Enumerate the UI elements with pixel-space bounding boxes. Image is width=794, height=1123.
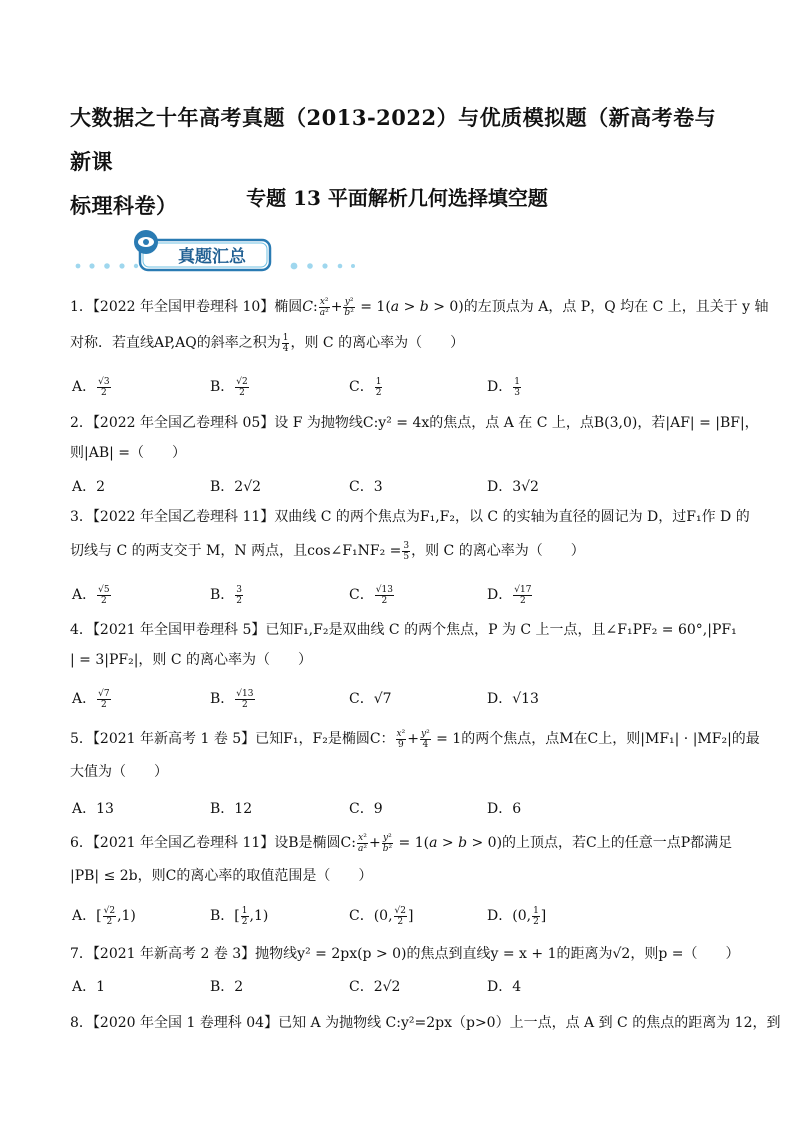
banner-label: 真题汇总 xyxy=(178,247,246,267)
option-a[interactable]: A．1 xyxy=(72,979,106,995)
option-d[interactable]: D．3√2 xyxy=(487,479,539,495)
option-d[interactable]: D．4 xyxy=(487,979,522,995)
option-d[interactable]: D． $\frac{1}{3}$ xyxy=(487,376,520,398)
option-b[interactable]: B． $\frac{√13}{2}$ xyxy=(210,688,254,710)
question-3: 3．【2022 年全国乙卷理科 11】双曲线 C 的两个焦点为F₁,F₂，以 C 的实轴为直径的圆记为 D，过F₁作 D 的 切线与 C 的两支交于 M，N 两点，且cos∠F₁NF₂ = $\frac{3}{5}$ ，则 C 的离心率为（ ） xyxy=(70,509,750,562)
option-b[interactable]: B． $\frac{√2}{2}$ xyxy=(210,376,248,398)
option-c[interactable]: C．3 xyxy=(349,479,383,495)
option-c[interactable]: C．2√2 xyxy=(349,979,401,995)
options-5 xyxy=(72,798,732,818)
option-d[interactable]: D．6 xyxy=(487,801,522,817)
option-b[interactable]: B．12 xyxy=(210,801,253,817)
options-3 xyxy=(72,584,732,604)
option-c[interactable]: C．(0, $\frac{√2}{2}$ ] xyxy=(349,905,414,927)
question-1: 1．【2022 年全国甲卷理科 10】椭圆C: $\frac{\text{x²}}{\text{a²}}$ + $\frac{\text{y²}}{\text{b²}}$ = 1(a > b > 0)的左顶点为 A，点 P，Q 均在 C 上，且关于 y 轴 对称．若直线AP,AQ的斜率之积为 $\frac{1}{4}$ ，则 C 的离心率为（ ） xyxy=(70,296,769,354)
section-subtitle: 专题 13 平面解析几何选择填空题 xyxy=(246,186,548,210)
question-5: 5．【2021 年新高考 1 卷 5】已知F₁，F₂是椭圆C： $\frac{\text{x²}}{9}$ + $\frac{\text{y²}}{4}$ = 1的两个焦点，点M在C上，则|MF₁| · |MF₂|的最 大值为（ ） xyxy=(70,728,760,780)
option-d[interactable]: D．(0, $\frac{1}{2}$ ] xyxy=(487,905,547,927)
question-8: 8．【2020 年全国 1 卷理科 04】已知 A 为抛物线 C:y²=2px（p>0）上一点，点 A 到 C 的焦点的距离为 12，到 xyxy=(70,1015,781,1031)
banner-real-questions xyxy=(70,228,360,274)
option-d[interactable]: D．√13 xyxy=(487,691,539,707)
option-b[interactable]: B．2 xyxy=(210,979,244,995)
option-a[interactable]: A．13 xyxy=(72,801,114,817)
option-b[interactable]: B． $\frac{3}{2}$ xyxy=(210,584,243,606)
title-line-2: 标理科卷） xyxy=(70,193,178,218)
question-6: 6．【2021 年全国乙卷理科 11】设B是椭圆C: $\frac{\text{x²}}{\text{a²}}$ + $\frac{\text{y²}}{\text{b²}}$ = 1(a > b > 0)的上顶点，若C上的任意一点P都满足 |PB| ≤ 2b，则C的离心率的取值范围是（ ） xyxy=(70,832,733,884)
option-c[interactable]: C． $\frac{1}{2}$ xyxy=(349,376,382,398)
question-7: 7．【2021 年新高考 2 卷 3】抛物线y² = 2px(p > 0)的焦点到直线y = x + 1的距离为√2，则p =（ ） xyxy=(70,946,740,962)
option-a[interactable]: A． $\frac{√3}{2}$ xyxy=(72,376,110,398)
option-c[interactable]: C．9 xyxy=(349,801,383,817)
options-7 xyxy=(72,976,732,996)
option-a[interactable]: A． $\frac{√7}{2}$ xyxy=(72,688,110,710)
options-1 xyxy=(72,376,732,396)
eye-icon xyxy=(134,230,158,254)
option-c[interactable]: C． $\frac{√13}{2}$ xyxy=(349,584,393,606)
option-a[interactable]: A．[ $\frac{√2}{2}$ ,1) xyxy=(72,905,136,927)
option-a[interactable]: A．2 xyxy=(72,479,106,495)
option-b[interactable]: B．[ $\frac{1}{2}$ ,1) xyxy=(210,905,269,927)
option-d[interactable]: D． $\frac{√17}{2}$ xyxy=(487,584,532,606)
option-c[interactable]: C．√7 xyxy=(349,691,392,707)
options-2 xyxy=(72,476,732,496)
options-6 xyxy=(72,905,732,925)
option-b[interactable]: B．2√2 xyxy=(210,479,262,495)
option-a[interactable]: A． $\frac{√5}{2}$ xyxy=(72,584,110,606)
options-4 xyxy=(72,688,732,708)
question-2: 2．【2022 年全国乙卷理科 05】设 F 为抛物线C:y² = 4x的焦点，点 A 在 C 上，点B(3,0)，若|AF| = |BF|， 则|AB| =（ ） xyxy=(70,415,759,461)
question-4: 4．【2021 年全国甲卷理科 5】已知F₁,F₂是双曲线 C 的两个焦点，P 为 C 上一点，且∠F₁PF₂ = 60°,|PF₁ | = 3|PF₂|，则 C 的离心率为（ ） xyxy=(70,622,737,668)
title-line-1: 大数据之十年高考真题（2013-2022）与优质模拟题（新高考卷与新课 xyxy=(70,105,717,174)
